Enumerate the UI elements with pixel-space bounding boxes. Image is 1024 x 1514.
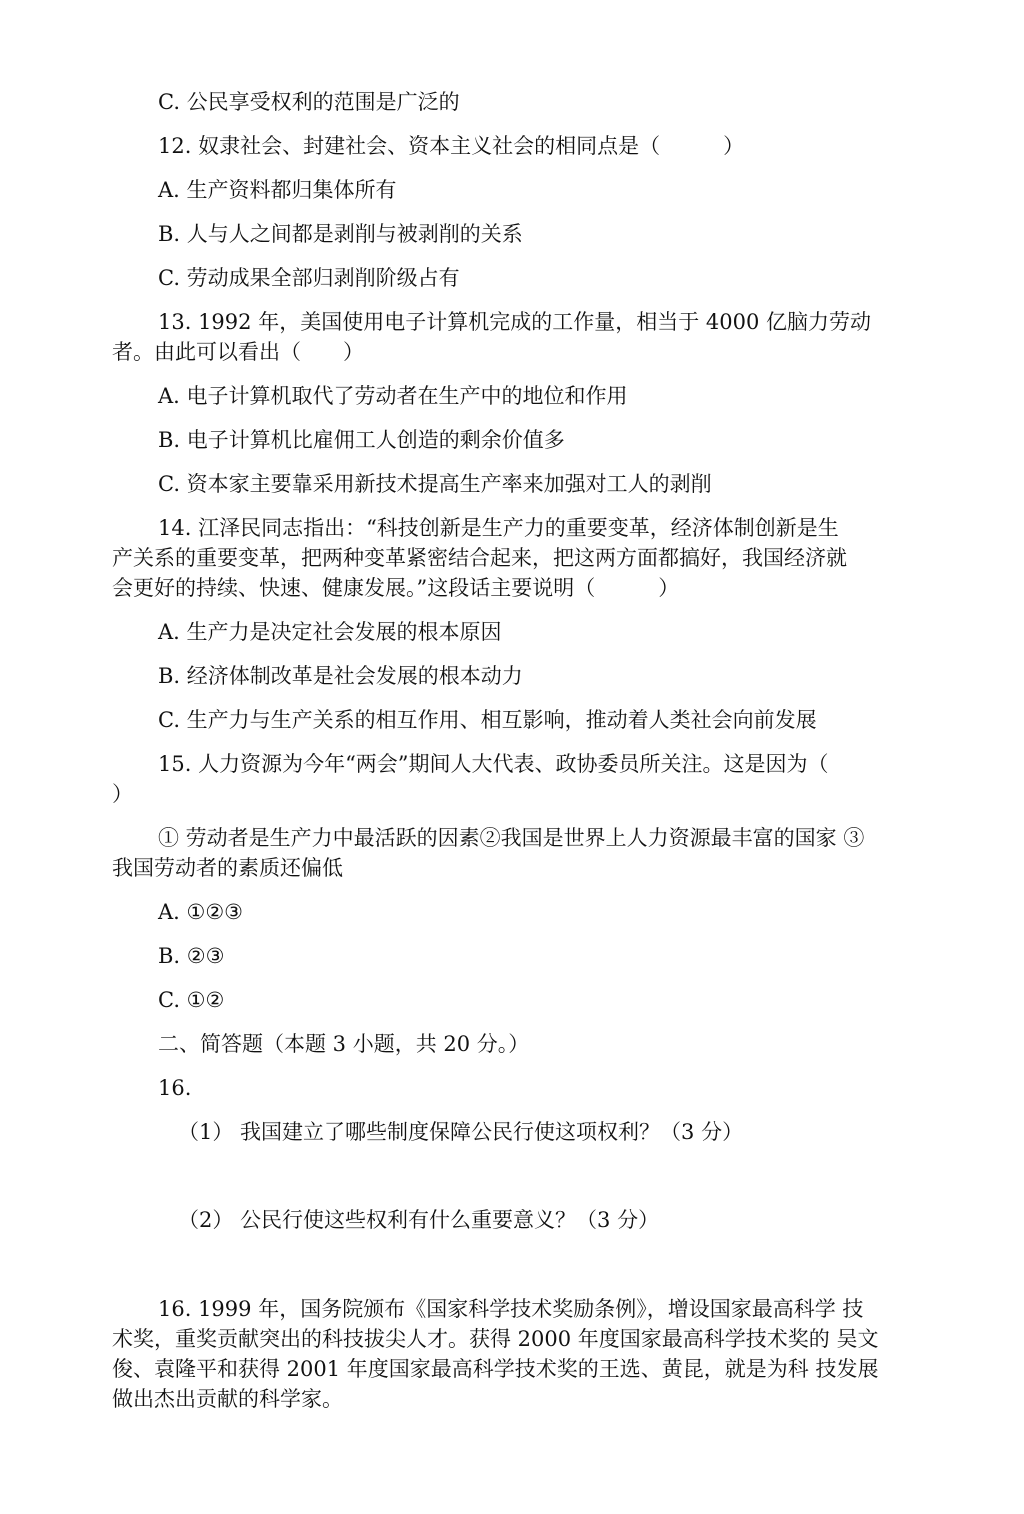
option-c-q11: C. 公民享受权利的范围是广泛的 xyxy=(158,90,460,114)
question-16b-line-2: 术奖，重奖贡献突出的科技拔尖人才。获得 2000 年度国家最高科学技术奖的 吴文 xyxy=(112,1327,879,1351)
option-b-q15: B. ②③ xyxy=(158,944,225,968)
option-c-q12: C. 劳动成果全部归剥削阶级占有 xyxy=(158,266,460,290)
question-15-line-2: ） xyxy=(112,782,133,806)
option-a-q12: A. 生产资料都归集体所有 xyxy=(158,178,397,202)
question-15-line-1: 15. 人力资源为今年“两会”期间人大代表、政协委员所关注。这是因为（ xyxy=(158,752,829,776)
option-a-q13: A. 电子计算机取代了劳动者在生产中的地位和作用 xyxy=(158,384,628,408)
question-16b-line-3: 俊、袁隆平和获得 2001 年度国家最高科学技术奖的王选、黄昆，就是为科 技发展 xyxy=(112,1357,879,1381)
section-heading: 二、简答题（本题 3 小题，共 20 分。） xyxy=(158,1032,530,1056)
question-13-line-1: 13. 1992 年，美国使用电子计算机完成的工作量，相当于 4000 亿脑力劳动 xyxy=(158,310,871,334)
option-b-q12: B. 人与人之间都是剥削与被剥削的关系 xyxy=(158,222,523,246)
question-14-line-1: 14. 江泽民同志指出：“科技创新是生产力的重要变革，经济体制创新是生 xyxy=(158,516,839,540)
option-c-q15: C. ①② xyxy=(158,988,225,1012)
option-a-q15: A. ①②③ xyxy=(158,900,243,924)
question-15-statements-line-2: 我国劳动者的素质还偏低 xyxy=(112,856,343,880)
question-16-sub-1: （1） 我国建立了哪些制度保障公民行使这项权利？（3 分） xyxy=(178,1120,744,1144)
option-b-q13: B. 电子计算机比雇佣工人创造的剩余价值多 xyxy=(158,428,565,452)
question-16-sub-2: （2） 公民行使这些权利有什么重要意义？（3 分） xyxy=(178,1208,660,1232)
question-15-statements-line-1: ① 劳动者是生产力中最活跃的因素②我国是世界上人力资源最丰富的国家 ③ xyxy=(158,826,865,850)
question-16-number: 16. xyxy=(158,1076,192,1100)
question-13-line-2: 者。由此可以看出（ ） xyxy=(112,340,364,364)
question-12: 12. 奴隶社会、封建社会、资本主义社会的相同点是（ ） xyxy=(158,134,745,158)
question-16b-line-4: 做出杰出贡献的科学家。 xyxy=(112,1387,343,1411)
question-14-line-2: 产关系的重要变革，把两种变革紧密结合起来，把这两方面都搞好，我国经济就 xyxy=(112,546,847,570)
option-c-q14: C. 生产力与生产关系的相互作用、相互影响，推动着人类社会向前发展 xyxy=(158,708,817,732)
question-14-line-3: 会更好的持续、快速、健康发展。”这段话主要说明（ ） xyxy=(112,576,680,600)
option-c-q13: C. 资本家主要靠采用新技术提高生产率来加强对工人的剥削 xyxy=(158,472,712,496)
option-b-q14: B. 经济体制改革是社会发展的根本动力 xyxy=(158,664,523,688)
option-a-q14: A. 生产力是决定社会发展的根本原因 xyxy=(158,620,502,644)
question-16b-line-1: 16. 1999 年，国务院颁布《国家科学技术奖励条例》，增设国家最高科学 技 xyxy=(158,1297,864,1321)
